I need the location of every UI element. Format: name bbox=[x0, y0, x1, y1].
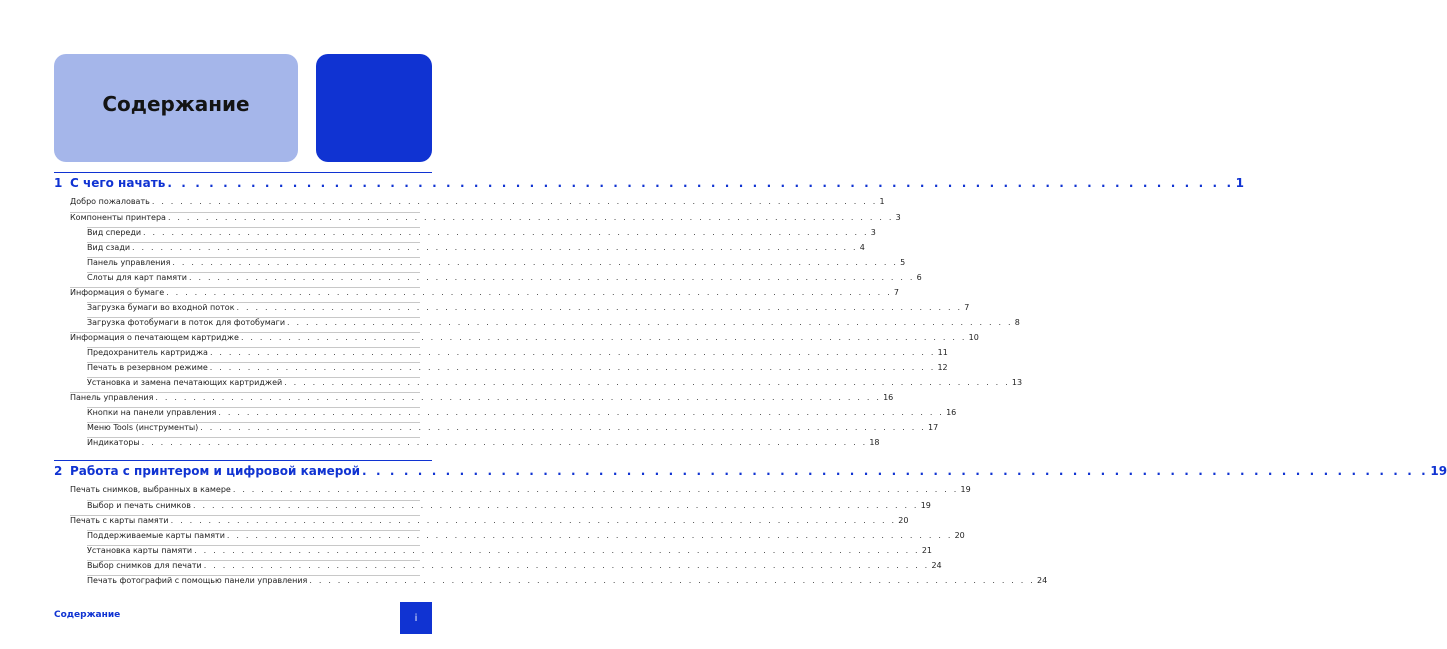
dot-leader: . . . . . . . . . . . . . . . . . . . . . . . . . . . . . . . . . . . . . . . . . . . . . . . . . . . . . . . . . . . . . . . . . . . . . . . . . . . . . bbox=[209, 363, 936, 372]
entry-title: Добро пожаловать bbox=[70, 197, 150, 206]
entry-title: Компоненты принтера bbox=[70, 213, 166, 222]
dot-leader: . . . . . . . . . . . . . . . . . . . . . . . . . . . . . . . . . . . . . . . . . . . . . . . . . . . . . . . . . . . . . . . . . . . . . . . . . . . . . bbox=[188, 273, 915, 282]
dot-leader: . . . . . . . . . . . . . . . . . . . . . . . . . . . . . . . . . . . . . . . . . . . . . . . . . . . . . . . . . . . . . . . . . . . . . . . . . . . . . bbox=[151, 197, 878, 206]
dot-leader: . . . . . . . . . . . . . . . . . . . . . . . . . . . . . . . . . . . . . . . . . . . . . . . . . . . . . . . . . . . . . . . . . . . . . . . . . . . . . bbox=[284, 378, 1010, 387]
contents-header-box bbox=[54, 54, 298, 162]
page-number: 4 bbox=[859, 243, 865, 252]
dot-leader: . . . . . . . . . . . . . . . . . . . . . . . . . . . . . . . . . . . . . . . . . . . . . . . . . . . . . . . . . . . . . . . . . . . . . . . . . . . . . bbox=[132, 243, 858, 252]
toc-entry[interactable] bbox=[87, 242, 865, 252]
entry-title: Печать фотографий с помощью панели управления bbox=[87, 576, 308, 585]
page-number: 19 bbox=[1430, 464, 1447, 478]
entry-title: Печать снимков, выбранных в камере bbox=[70, 485, 231, 494]
toc-entry[interactable] bbox=[87, 500, 931, 510]
entry-title: Загрузка бумаги во входной поток bbox=[87, 303, 235, 312]
dot-leader: . . . . . . . . . . . . . . . . . . . . . . . . . . . . . . . . . . . . . . . . . . . . . . . . . . . . . . . . . . . . . . . . . . . . . . . . . . . . . bbox=[232, 485, 959, 494]
toc-entry[interactable] bbox=[70, 212, 901, 222]
toc-entry[interactable] bbox=[87, 530, 965, 540]
page-number: 19 bbox=[960, 485, 971, 494]
toc-entry[interactable] bbox=[70, 197, 885, 206]
page-number: 3 bbox=[895, 213, 901, 222]
dot-leader: . . . . . . . . . . . . . . . . . . . . . . . . . . . . . . . . . . . . . . . . . . . . . . . . . . . . . . . . . . . . . . . . . . . . . . . . . . . . . bbox=[218, 408, 945, 417]
toc-entry[interactable] bbox=[70, 332, 979, 342]
entry-title: Кнопки на панели управления bbox=[87, 408, 217, 417]
dot-leader: . . . . . . . . . . . . . . . . . . . . . . . . . . . . . . . . . . . . . . . . . . . . . . . . . . . . . . . . . . . . . . . . . . . . . . . . . . . . . bbox=[209, 348, 936, 357]
dot-leader: . . . . . . . . . . . . . . . . . . . . . . . . . . . . . . . . . . . . . . . . . . . . . . . . . . . . . . . . . . . . . . . . . . . . . . . . . . . . . bbox=[200, 423, 926, 432]
chapter-title: Работа с принтером и цифровой камерой bbox=[70, 464, 361, 478]
entry-title: Установка карты памяти bbox=[87, 546, 193, 555]
page-number: 3 bbox=[870, 228, 876, 237]
dot-leader: . . . . . . . . . . . . . . . . . . . . . . . . . . . . . . . . . . . . . . . . . . . . . . . . . . . . . . . . . . . . . . . . . . . . . . . . . . . . . bbox=[240, 333, 967, 342]
dot-leader: . . . . . . . . . . . . . . . . . . . . . . . . . . . . . . . . . . . . . . . . . . . . . . . . . . . . . . . . . . . . . . . . . . . . . . . . . . . . . bbox=[362, 464, 1429, 478]
entry-title: Панель управления bbox=[87, 258, 171, 267]
toc-chapter[interactable] bbox=[54, 176, 1245, 190]
toc-entry[interactable] bbox=[87, 560, 942, 570]
dot-leader: . . . . . . . . . . . . . . . . . . . . . . . . . . . . . . . . . . . . . . . . . . . . . . . . . . . . . . . . . . . . . . . . . . . . . . . . . . . . . bbox=[141, 438, 868, 447]
entry-title: Предохранитель картриджа bbox=[87, 348, 208, 357]
chapter-rule bbox=[54, 460, 432, 461]
entry-title: Информация о печатающем картридже bbox=[70, 333, 239, 342]
dot-leader: . . . . . . . . . . . . . . . . . . . . . . . . . . . . . . . . . . . . . . . . . . . . . . . . . . . . . . . . . . . . . . . . . . . . . . . . . . . . . bbox=[193, 501, 919, 510]
page-number: 17 bbox=[927, 423, 939, 432]
toc-entry[interactable] bbox=[87, 272, 922, 282]
page-number: 11 bbox=[937, 348, 948, 357]
toc-entry[interactable] bbox=[87, 575, 1048, 585]
dot-leader: . . . . . . . . . . . . . . . . . . . . . . . . . . . . . . . . . . . . . . . . . . . . . . . . . . . . . . . . . . . . . . . . . . . . . . . . . . . . . bbox=[226, 531, 953, 540]
page-number: 1 bbox=[879, 197, 885, 206]
entry-title: Слоты для карт памяти bbox=[87, 273, 187, 282]
entry-title: Вид спереди bbox=[87, 228, 142, 237]
page-number: 16 bbox=[883, 393, 894, 402]
toc-entry[interactable] bbox=[70, 515, 909, 525]
page-number: 1 bbox=[1235, 176, 1245, 190]
header-accent-block bbox=[316, 54, 432, 162]
page-number: 12 bbox=[937, 363, 948, 372]
dot-leader: . . . . . . . . . . . . . . . . . . . . . . . . . . . . . . . . . . . . . . . . . . . . . . . . . . . . . . . . . . . . . . . . . . . . . . . . . . . . . bbox=[155, 393, 882, 402]
page-number: 24 bbox=[931, 561, 942, 570]
toc-entry[interactable] bbox=[87, 422, 939, 432]
toc-entry[interactable] bbox=[87, 362, 948, 372]
toc-entry[interactable] bbox=[87, 257, 906, 267]
dot-leader: . . . . . . . . . . . . . . . . . . . . . . . . . . . . . . . . . . . . . . . . . . . . . . . . . . . . . . . . . . . . . . . . . . . . . . . . . . . . . bbox=[203, 561, 930, 570]
toc-entry[interactable] bbox=[87, 545, 932, 555]
entry-title: Выбор и печать снимков bbox=[87, 501, 191, 510]
chapter-rule bbox=[54, 172, 432, 173]
dot-leader: . . . . . . . . . . . . . . . . . . . . . . . . . . . . . . . . . . . . . . . . . . . . . . . . . . . . . . . . . . . . . . . . . . . . . . . . . . . . . bbox=[166, 288, 892, 297]
toc-entry[interactable] bbox=[70, 287, 899, 297]
chapter-number: 2 bbox=[54, 464, 63, 478]
dot-leader: . . . . . . . . . . . . . . . . . . . . . . . . . . . . . . . . . . . . . . . . . . . . . . . . . . . . . . . . . . . . . . . . . . . . . . . . . . . . . bbox=[236, 303, 963, 312]
entry-title: Печать в резервном режиме bbox=[87, 363, 208, 372]
dot-leader: . . . . . . . . . . . . . . . . . . . . . . . . . . . . . . . . . . . . . . . . . . . . . . . . . . . . . . . . . . . . . . . . . . . . . . . . . . . . . bbox=[170, 516, 897, 525]
page-number: 20 bbox=[954, 531, 965, 540]
entry-title: Установка и замена печатающих картриджей bbox=[87, 378, 283, 387]
dot-leader: . . . . . . . . . . . . . . . . . . . . . . . . . . . . . . . . . . . . . . . . . . . . . . . . . . . . . . . . . . . . . . . . . . . . . . . . . . . . . bbox=[172, 258, 899, 267]
entry-title: Меню Tools (инструменты) bbox=[87, 423, 199, 432]
dot-leader: . . . . . . . . . . . . . . . . . . . . . . . . . . . . . . . . . . . . . . . . . . . . . . . . . . . . . . . . . . . . . . . . . . . . . . . . . . . . . bbox=[309, 576, 1036, 585]
dot-leader: . . . . . . . . . . . . . . . . . . . . . . . . . . . . . . . . . . . . . . . . . . . . . . . . . . . . . . . . . . . . . . . . . . . . . . . . . . . . . bbox=[287, 318, 1013, 327]
entry-title: Выбор снимков для печати bbox=[87, 561, 202, 570]
toc-entry[interactable] bbox=[87, 227, 876, 237]
toc-entry[interactable] bbox=[87, 407, 957, 417]
page-number: 8 bbox=[1014, 318, 1020, 327]
page-number: 13 bbox=[1011, 378, 1023, 387]
toc-chapter[interactable] bbox=[54, 464, 1447, 478]
dot-leader: . . . . . . . . . . . . . . . . . . . . . . . . . . . . . . . . . . . . . . . . . . . . . . . . . . . . . . . . . . . . . . . . . . . . . . . . . . . . . bbox=[143, 228, 869, 237]
page-number: 7 bbox=[964, 303, 970, 312]
toc-entry[interactable] bbox=[87, 377, 1023, 387]
toc-entry[interactable] bbox=[87, 302, 970, 312]
entry-title: Индикаторы bbox=[87, 438, 140, 447]
page-number: 21 bbox=[921, 546, 932, 555]
toc-entry[interactable] bbox=[70, 485, 971, 494]
footer-label: Содержание bbox=[54, 610, 121, 620]
page-title: Содержание bbox=[102, 92, 250, 116]
chapter-number: 1 bbox=[54, 176, 63, 190]
toc-entry[interactable] bbox=[70, 392, 894, 402]
page-number: 24 bbox=[1037, 576, 1048, 585]
page-number: 18 bbox=[869, 438, 880, 447]
page-number-badge: i bbox=[400, 602, 432, 634]
dot-leader: . . . . . . . . . . . . . . . . . . . . . . . . . . . . . . . . . . . . . . . . . . . . . . . . . . . . . . . . . . . . . . . . . . . . . . . . . . . . . bbox=[167, 213, 894, 222]
entry-title: Поддерживаемые карты памяти bbox=[87, 531, 225, 540]
dot-leader: . . . . . . . . . . . . . . . . . . . . . . . . . . . . . . . . . . . . . . . . . . . . . . . . . . . . . . . . . . . . . . . . . . . . . . . . . . . . . bbox=[194, 546, 920, 555]
toc-entry[interactable] bbox=[87, 317, 1020, 327]
page-number: 20 bbox=[898, 516, 909, 525]
page-number: 19 bbox=[920, 501, 931, 510]
dot-leader: . . . . . . . . . . . . . . . . . . . . . . . . . . . . . . . . . . . . . . . . . . . . . . . . . . . . . . . . . . . . . . . . . . . . . . . . . . . . . bbox=[167, 176, 1234, 190]
page-number: 5 bbox=[900, 258, 906, 267]
chapter-title: С чего начать bbox=[70, 176, 166, 190]
entry-title: Загрузка фотобумаги в поток для фотобумаги bbox=[87, 318, 286, 327]
entry-title: Печать с карты памяти bbox=[70, 516, 169, 525]
toc-entry[interactable] bbox=[87, 437, 880, 447]
page-number: 16 bbox=[946, 408, 957, 417]
entry-title: Панель управления bbox=[70, 393, 154, 402]
page-number: 6 bbox=[916, 273, 922, 282]
page-number: 7 bbox=[893, 288, 899, 297]
toc-entry[interactable] bbox=[87, 347, 948, 357]
entry-title: Вид сзади bbox=[87, 243, 131, 252]
entry-title: Информация о бумаге bbox=[70, 288, 165, 297]
page-number: 10 bbox=[968, 333, 979, 342]
